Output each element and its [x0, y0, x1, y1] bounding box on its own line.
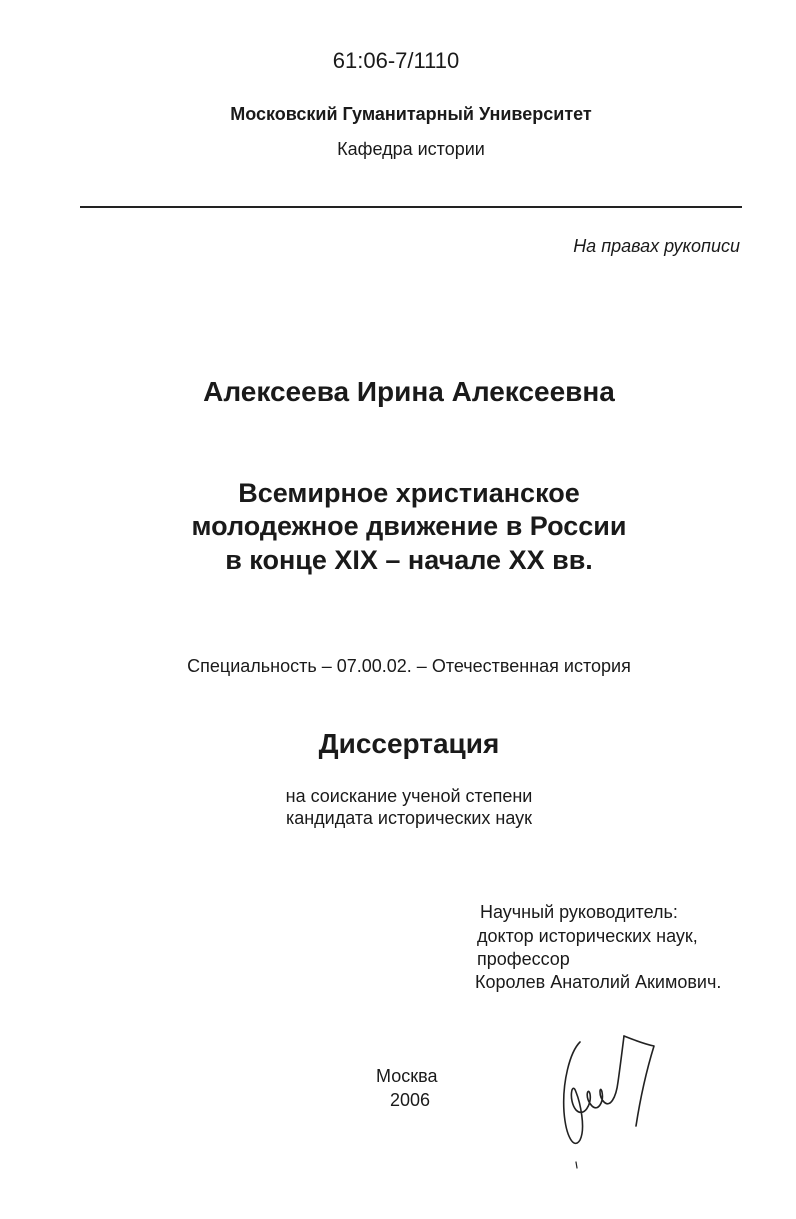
dissertation-title-line: в конце XIX – начале XX вв. — [225, 545, 593, 575]
year: 2006 — [390, 1090, 431, 1110]
document-code: 61:06-7/1110 — [332, 48, 460, 73]
university-name: Московский Гуманитарный Университет — [230, 104, 592, 124]
specialty-line: Специальность – 07.00.02. – Отечественная история — [187, 656, 631, 676]
degree-line: кандидата исторических наук — [285, 808, 533, 828]
manuscript-rights-note: На правах рукописи — [573, 236, 740, 256]
dissertation-title-line: Всемирное христианское — [238, 478, 580, 508]
supervisor-degree: доктор исторических наук, — [477, 926, 698, 946]
city: Москва — [376, 1066, 438, 1086]
supervisor-label: Научный руководитель: — [480, 902, 678, 922]
author-name: Алексеева Ирина Алексеевна — [203, 376, 615, 407]
document-type-heading: Диссертация — [318, 728, 500, 759]
header-divider — [80, 206, 742, 208]
degree-line: на соискание ученой степени — [285, 786, 533, 806]
handwritten-signature — [540, 1022, 670, 1172]
dissertation-title-line: молодежное движение в России — [191, 511, 627, 541]
department-name: Кафедра истории — [337, 139, 485, 159]
supervisor-name: Королев Анатолий Акимович. — [475, 972, 722, 992]
supervisor-rank: профессор — [477, 949, 570, 969]
